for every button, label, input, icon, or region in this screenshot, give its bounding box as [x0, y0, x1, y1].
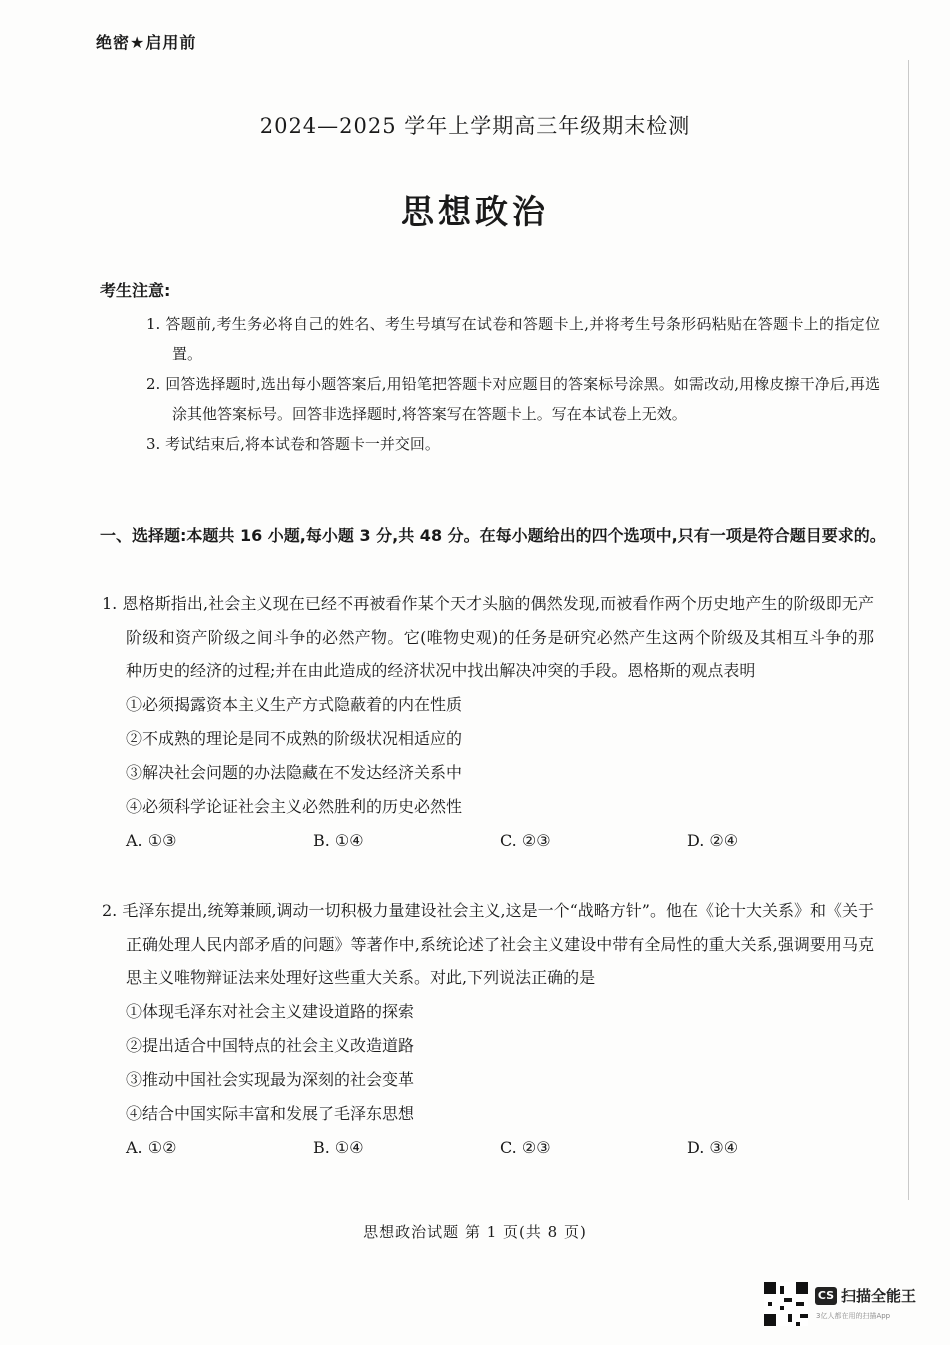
question-stem: 1. 恩格斯指出,社会主义现在已经不再被看作某个天才头脑的偶然发现,而被看作两个历史地产生的阶级即无产阶级和资产阶级之间斗争的必然产物。它(唯物史观)的任务是研究必然产生这两个阶级及其相互斗争的那种历史的经济的过程;并在由此造成的经济状况中找出解决冲突的手段。恩格斯的观点表明	[102, 594, 874, 680]
option-c: C. ②③	[500, 830, 551, 850]
question-statement: ③推动中国社会实现最为深刻的社会变革	[126, 1069, 415, 1089]
camscanner-name: 扫描全能王	[841, 1287, 917, 1305]
option-b: B. ①④	[313, 1137, 364, 1157]
notice-item: 1. 答题前,考生务必将自己的姓名、考生号填写在试卷和答题卡上,并将考生号条形码粘贴在答题卡上的指定位置。	[146, 315, 880, 363]
question-1	[102, 587, 874, 858]
option-c: C. ②③	[500, 1137, 551, 1157]
question-statement: ②不成熟的理论是同不成熟的阶级状况相适应的	[126, 728, 463, 748]
answer-options	[102, 1131, 874, 1165]
question-2	[102, 894, 874, 1165]
notice-item: 2. 回答选择题时,选出每小题答案后,用铅笔把答题卡对应题目的答案标号涂黑。如需改动,用橡皮擦干净后,再选涂其他答案标号。回答非选择题时,将答案写在答题卡上。写在本试卷上无效。	[146, 375, 880, 423]
camscanner-logo: CS	[815, 1287, 837, 1305]
option-d: D. ③④	[687, 1137, 739, 1157]
notice-heading: 考生注意:	[100, 281, 171, 300]
section-heading: 一、选择题:本题共 16 小题,每小题 3 分,共 48 分。在每小题给出的四个选项中,只有一项是符合题目要求的。	[100, 526, 886, 545]
candidate-notice	[100, 278, 880, 459]
confidential-label: 绝密★启用前	[96, 33, 197, 52]
option-d: D. ②④	[687, 830, 739, 850]
question-statement: ①必须揭露资本主义生产方式隐蔽着的内在性质	[126, 694, 463, 714]
option-a: A. ①②	[126, 1137, 177, 1157]
option-a: A. ①③	[126, 830, 177, 850]
exam-title: 2024—2025 学年上学期高三年级期末检测	[259, 114, 691, 138]
question-statement: ②提出适合中国特点的社会主义改造道路	[126, 1035, 415, 1055]
page-footer: 思想政治试题 第 1 页(共 8 页)	[363, 1223, 587, 1241]
question-stem: 2. 毛泽东提出,统筹兼顾,调动一切积极力量建设社会主义,这是一个“战略方针”。他在《论十大关系》和《关于正确处理人民内部矛盾的问题》等著作中,系统论述了社会主义建设中带有全局性的重大关系,强调要用马克思主义唯物辩证法来处理好这些重大关系。对此,下列说法正确的是	[102, 901, 874, 987]
question-statement: ③解决社会问题的办法隐藏在不发达经济关系中	[126, 762, 463, 782]
question-statement: ④结合中国实际丰富和发展了毛泽东思想	[126, 1103, 415, 1123]
question-statement: ①体现毛泽东对社会主义建设道路的探索	[126, 1001, 415, 1021]
notice-item: 3. 考试结束后,将本试卷和答题卡一并交回。	[146, 435, 440, 453]
qr-code-icon	[764, 1282, 808, 1326]
subject-title: 思想政治	[401, 192, 549, 231]
question-statement: ④必须科学论证社会主义必然胜利的历史必然性	[126, 796, 463, 816]
option-b: B. ①④	[313, 830, 364, 850]
answer-options	[102, 824, 874, 858]
camscanner-tagline: 3亿人都在用的扫描App	[816, 1312, 891, 1320]
